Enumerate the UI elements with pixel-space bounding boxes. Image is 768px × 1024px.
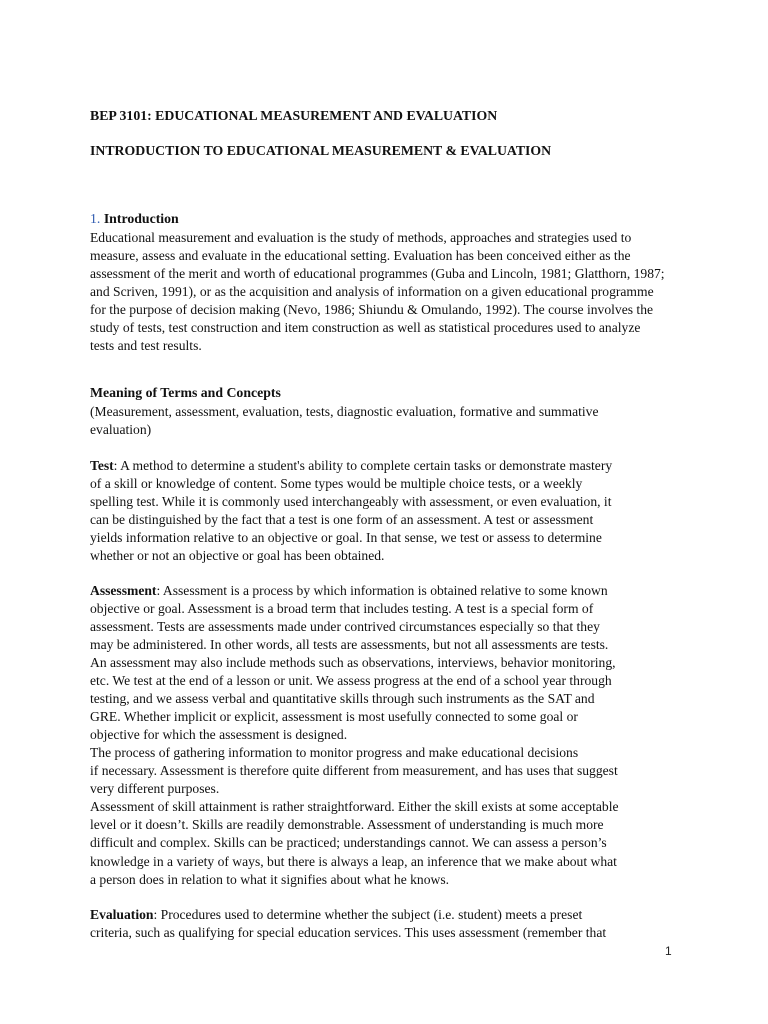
assessment-line: knowledge in a variety of ways, but there is always a leap, an inference that we make about what bbox=[90, 854, 617, 869]
evaluation-term: Evaluation bbox=[90, 907, 154, 922]
evaluation-line: criteria, such as qualifying for special education services. This uses assessment (remember that bbox=[90, 925, 607, 940]
intro-heading-text: Introduction bbox=[103, 211, 179, 226]
assessment-line: difficult and complex. Skills can be practiced; understandings cannot. We can assess a person’s bbox=[90, 835, 607, 850]
intro-line: for the purpose of decision making (Nevo, 1986; Shiundu & Omulando, 1992). The course involves the bbox=[90, 302, 654, 317]
page-number: 1 bbox=[665, 944, 672, 958]
test-term: Test bbox=[90, 458, 114, 473]
test-line: can be distinguished by the fact that a test is one form of an assessment. A test or assessment bbox=[90, 512, 594, 527]
meaning-line: evaluation) bbox=[90, 422, 152, 437]
assessment-line: testing, and we assess verbal and quantitative skills through such instruments as the SAT and bbox=[90, 691, 595, 706]
assessment-first-line-text: : Assessment is a process by which information is obtained relative to some known bbox=[156, 583, 608, 598]
test-line: yields information relative to an objective or goal. In that sense, we test or assess to determine bbox=[90, 530, 602, 545]
test-line: spelling test. While it is commonly used interchangeably with assessment, or even evaluation, it bbox=[90, 494, 612, 509]
intro-line: and Scriven, 1991), or as the acquisition and analysis of information on a given educational programme bbox=[90, 284, 654, 299]
assessment-line: assessment. Tests are assessments made under contrived circumstances especially so that they bbox=[90, 619, 600, 634]
assessment-line: objective for which the assessment is designed. bbox=[90, 727, 348, 742]
assessment-line: GRE. Whether implicit or explicit, assessment is most usefully connected to some goal or bbox=[90, 709, 578, 724]
test-definition-first-line bbox=[90, 457, 612, 475]
assessment-line: objective or goal. Assessment is a broad term that includes testing. A test is a special form of bbox=[90, 601, 594, 616]
assessment-line: Assessment of skill attainment is rather straightforward. Either the skill exists at some acceptable bbox=[90, 799, 619, 814]
intro-line: measure, assess and evaluate in the educational setting. Evaluation has been conceived either as the bbox=[90, 248, 631, 263]
assessment-term: Assessment bbox=[90, 583, 157, 598]
intro-heading bbox=[90, 211, 179, 227]
intro-line: study of tests, test construction and item construction as well as statistical procedures used to analyze bbox=[90, 320, 641, 335]
intro-line: tests and test results. bbox=[90, 338, 202, 353]
test-first-line-text: : A method to determine a student's ability to complete certain tasks or demonstrate mastery bbox=[113, 458, 613, 473]
meaning-line: (Measurement, assessment, evaluation, tests, diagnostic evaluation, formative and summative bbox=[90, 404, 599, 419]
course-title: BEP 3101: EDUCATIONAL MEASUREMENT AND EVALUATION bbox=[90, 108, 498, 123]
document-subtitle: INTRODUCTION TO EDUCATIONAL MEASUREMENT & EVALUATION bbox=[90, 143, 552, 158]
assessment-line: very different purposes. bbox=[90, 781, 220, 796]
test-line: of a skill or knowledge of content. Some types would be multiple choice tests, or a weekly bbox=[90, 476, 583, 491]
assessment-line: The process of gathering information to monitor progress and make educational decisions bbox=[90, 745, 579, 760]
assessment-line: etc. We test at the end of a lesson or unit. We assess progress at the end of a school year through bbox=[90, 673, 612, 688]
meaning-heading: Meaning of Terms and Concepts bbox=[90, 385, 281, 400]
test-line: whether or not an objective or goal has been obtained. bbox=[90, 548, 385, 563]
evaluation-definition-first-line bbox=[90, 906, 582, 924]
section-number: 1. bbox=[90, 211, 101, 226]
intro-line: Educational measurement and evaluation is the study of methods, approaches and strategies used to bbox=[90, 230, 632, 245]
assessment-line: An assessment may also include methods such as observations, interviews, behavior monitoring, bbox=[90, 655, 616, 670]
assessment-line: level or it doesn’t. Skills are readily demonstrable. Assessment of understanding is much more bbox=[90, 817, 604, 832]
assessment-line: a person does in relation to what it signifies about what he knows. bbox=[90, 872, 450, 887]
evaluation-first-line-text: : Procedures used to determine whether the subject (i.e. student) meets a preset bbox=[153, 907, 583, 922]
assessment-definition-first-line bbox=[90, 582, 608, 600]
intro-line: assessment of the merit and worth of educational programmes (Guba and Lincoln, 1981; Glatthorn, 1987; bbox=[90, 266, 665, 281]
assessment-line: may be administered. In other words, all tests are assessments, but not all assessments are tests. bbox=[90, 637, 609, 652]
assessment-line: if necessary. Assessment is therefore quite different from measurement, and has uses that suggest bbox=[90, 763, 618, 778]
